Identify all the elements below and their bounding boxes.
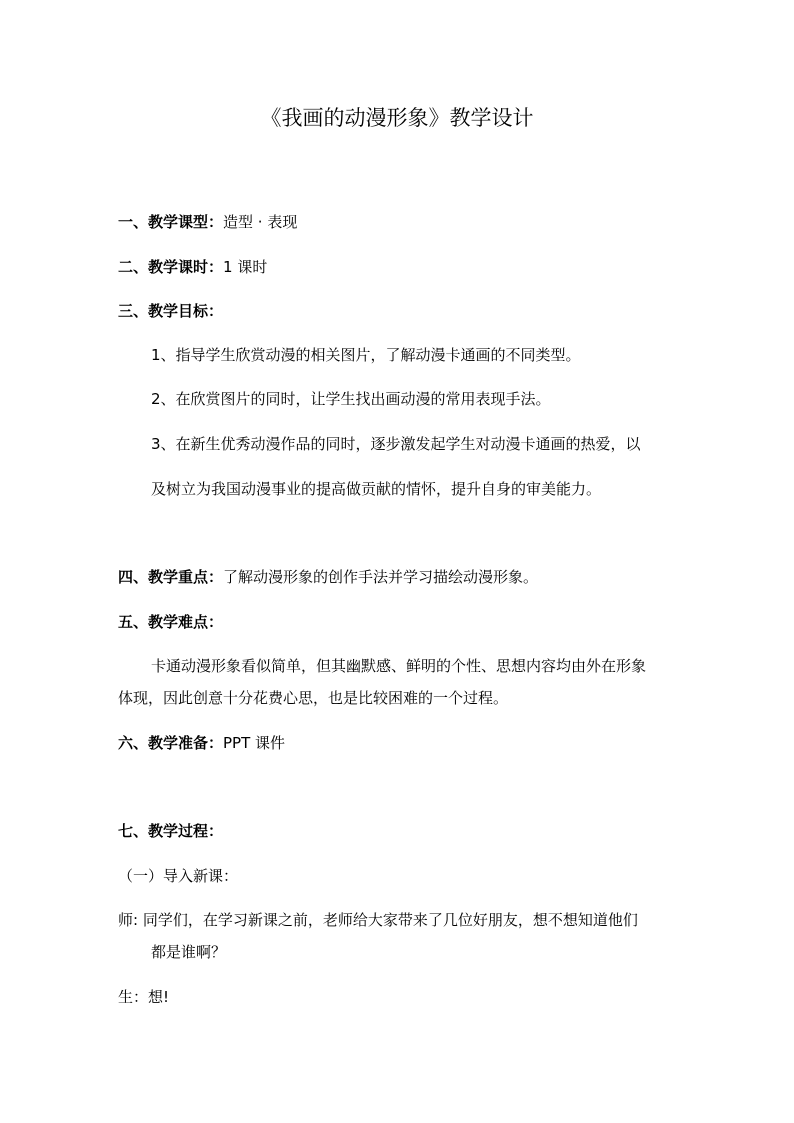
section-key-points (118, 567, 538, 587)
objective-item: 3、在新生优秀动漫作品的同时，逐步激发起学生对动漫卡通画的热爱，以 (151, 435, 641, 453)
objective-item: 2、在欣赏图片的同时，让学生找出画动漫的常用表现手法。 (151, 390, 551, 408)
section-label: 四、教学重点： (118, 568, 224, 586)
section-objectives (118, 301, 223, 321)
section-label: 一、教学课型： (118, 213, 224, 231)
objective-item-continued: 及树立为我国动漫事业的提高做贡献的情怀，提升自身的审美能力。 (151, 480, 602, 498)
document-title: 《我画的动漫形象》教学设计 (260, 106, 534, 130)
teacher-line-continued: 都是谁啊？ (151, 943, 227, 961)
section-value: 了解动漫形象的创作手法并学习描绘动漫形象。 (223, 568, 539, 586)
section-value: 1 课时 (223, 258, 268, 276)
process-subheading: （一）导入新课： (118, 867, 239, 885)
section-label: 五、教学难点： (118, 613, 224, 631)
section-value: PPT 课件 (223, 734, 286, 752)
difficulty-text-continued: 体现，因此创意十分花费心思，也是比较困难的一个过程。 (118, 689, 509, 707)
section-label: 三、教学目标： (118, 302, 224, 320)
objective-item: 1、指导学生欣赏动漫的相关图片，了解动漫卡通画的不同类型。 (151, 346, 581, 364)
section-lesson-hours (118, 257, 267, 277)
difficulty-text: 卡通动漫形象看似简单，但其幽默感、鲜明的个性、思想内容均由外在形象 (151, 657, 647, 675)
section-label: 七、教学过程： (118, 822, 224, 840)
student-line: 生：想! (118, 988, 170, 1006)
section-value: 造型 · 表现 (223, 213, 298, 231)
section-lesson-type (118, 212, 297, 232)
section-label: 二、教学课时： (118, 258, 224, 276)
section-process (118, 821, 223, 841)
section-difficulties (118, 612, 223, 632)
section-preparation (118, 733, 285, 753)
teacher-line: 师: 同学们，在学习新课之前，老师给大家带来了几位好朋友，想不想知道他们 (118, 911, 638, 929)
section-label: 六、教学准备： (118, 734, 224, 752)
